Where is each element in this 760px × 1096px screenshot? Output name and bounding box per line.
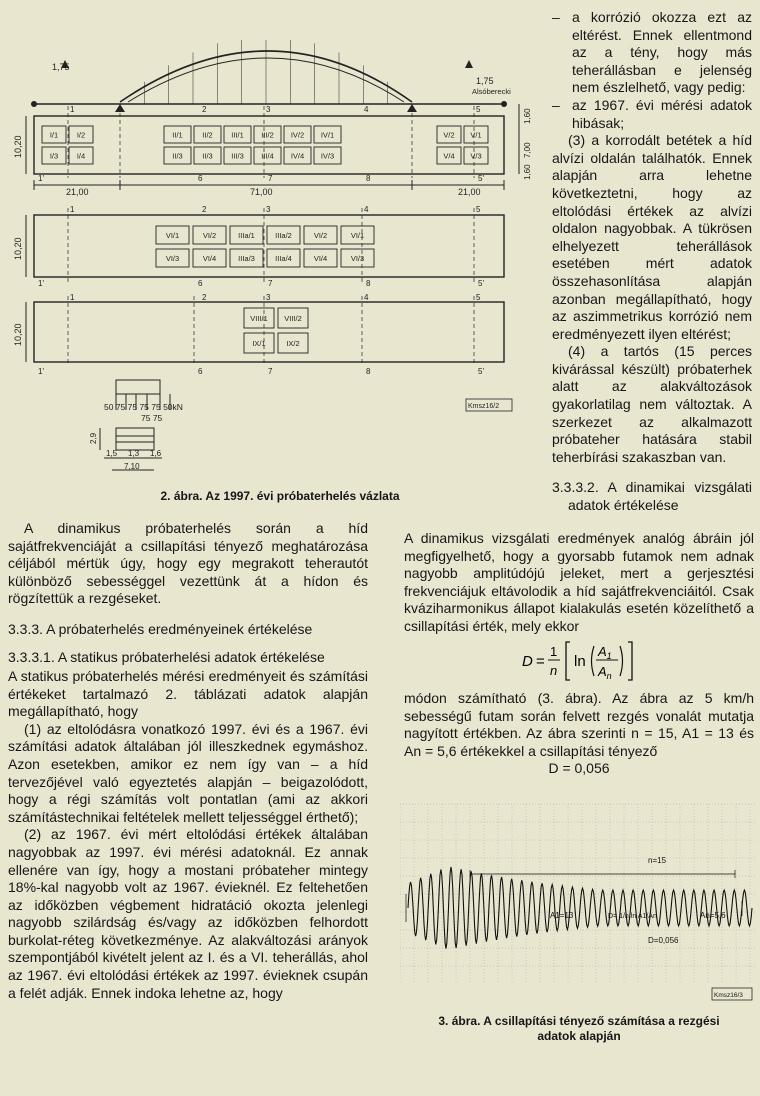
load-case-label: V/2 bbox=[443, 130, 455, 140]
side-label-3: 1,60 bbox=[523, 164, 532, 180]
node-number: 1' bbox=[38, 279, 44, 288]
svg-text:A1: $A_1$ bbox=[598, 644, 612, 661]
load-case-label: II/2 bbox=[202, 130, 213, 140]
right-column-formula-text bbox=[404, 690, 754, 778]
node-number: 5 bbox=[476, 205, 481, 214]
height-label-3: 10,20 bbox=[13, 323, 23, 346]
figure-code: Kmsz16/2 bbox=[468, 403, 500, 410]
load-case-label: IV/1 bbox=[320, 130, 335, 140]
node-number: 5' bbox=[478, 174, 484, 183]
finding-3-paragraph: (3) a korrodált betétek a híd alvízi oldalán találhatók. Ennek alapján arra lehetne következtetni, hogy az eltolódási értékek az alvízi oldalon nagyobbak. A tükrösen elhelyezett teherállások esetében mért adatok összehasonlítása alapján azonban megállapítható, hogy az aszimmetrikus korrózió nem eredményezett ilyen eltérést; bbox=[552, 132, 752, 342]
dash-item-2: – az 1967. évi mérési adatok hibásak; bbox=[552, 96, 752, 131]
bridge-load-diagram bbox=[4, 40, 534, 480]
node-number: 4 bbox=[364, 205, 369, 214]
node-number: 6 bbox=[198, 279, 203, 288]
load-case-label: II/1 bbox=[172, 130, 183, 140]
span-left-label: 21,00 bbox=[66, 187, 89, 197]
load-case-label: I/4 bbox=[76, 151, 86, 161]
node-number: 3 bbox=[266, 205, 271, 214]
load-case-label: IIIa/3 bbox=[238, 254, 255, 263]
load-case-label: I/2 bbox=[76, 130, 86, 140]
label-formula: D= 1/n ln A1/An bbox=[608, 913, 657, 920]
right-place-label: Alsóberecki bbox=[472, 87, 511, 96]
dynamic-paragraph: A dinamikus vizsgálati eredmények analóg ábráin jól megfigyelhető, hogy a gyorsabb futamok nem adnak nagyobb amplitúdójú jeleket, mert a gerjesztési frekvenciájuk eltávolodik a híd sajátfrekvenciáitól. Csak kváziharmonikus állapot kialakulás esetén közelíthető a csillapítási érték, mely ekkor bbox=[404, 530, 754, 634]
node-number: 6 bbox=[198, 367, 203, 376]
static-intro-paragraph: A statikus próbaterhelés mérési eredményeit és számítási értékeket tartalmazó 2. táblázati adatok alapján megállapítható, hogy bbox=[8, 667, 368, 720]
figure-2 bbox=[4, 40, 534, 480]
node-number: 1' bbox=[38, 174, 44, 183]
axle-loads-sub-label: 75 75 bbox=[141, 413, 163, 423]
load-case-label: VI/4 bbox=[313, 254, 328, 263]
right-dim-label: 1,75 bbox=[476, 76, 494, 86]
load-case-label: II/3 bbox=[172, 151, 183, 161]
section-heading-333: 3.3.3. A próbaterhelés eredményeinek értékelése bbox=[8, 620, 313, 637]
node-number: 1 bbox=[70, 293, 75, 302]
figure-3 bbox=[400, 796, 756, 1006]
svg-text:=: = bbox=[536, 653, 545, 670]
node-number: 5' bbox=[478, 279, 484, 288]
svg-text:D: D bbox=[522, 653, 533, 670]
load-case-label: VI/2 bbox=[313, 231, 328, 240]
load-case-label: I/1 bbox=[49, 130, 59, 140]
load-case-label: V/3 bbox=[470, 151, 482, 161]
damping-formula bbox=[520, 638, 660, 684]
figure-2-caption: 2. ábra. Az 1997. évi próbaterhelés vázlata bbox=[160, 489, 400, 503]
load-case-label: II/3 bbox=[202, 151, 213, 161]
side-label-2: 7,00 bbox=[523, 142, 532, 158]
span-right-label: 21,00 bbox=[458, 187, 481, 197]
label-an: An=5,6 bbox=[700, 911, 726, 920]
span-mid-label: 71,00 bbox=[250, 187, 273, 197]
load-case-label: VI/4 bbox=[202, 254, 217, 263]
load-case-label: III/2 bbox=[261, 130, 274, 140]
node-number: 3 bbox=[266, 293, 271, 302]
load-case-label: IIIa/4 bbox=[275, 254, 292, 263]
load-case-label: I/3 bbox=[49, 151, 59, 161]
load-case-label: IV/4 bbox=[290, 151, 305, 161]
truck-w2-label: 1,3 bbox=[128, 449, 140, 458]
load-case-label: IX/1 bbox=[252, 339, 266, 348]
load-case-label: IIIa/1 bbox=[238, 231, 255, 240]
finding-2-paragraph: (2) az 1967. évi mért eltolódási értékek általában nagyobbak az 1997. évi mérési adatoknál. Ez annak ellenére van így, hogy a mostani próbateher mintegy 18%-kal nagyobb volt az 1967. évieknél. Ez feltehetően az időközben végbement hidratáció okozta jelenlegi nagyobb szilárdság és/vagy az időközben felhordott burkolat-réteg következménye. Az alakváltozási arányok szempontjából kivételt jelent az I. és a VI. teherállás, ahol az 1967. évi eltolódási értékek az 1997. évieknek csupán a felét adják. Ennek indoka lehetne az, hogy bbox=[8, 826, 368, 1001]
section-heading-3332: 3.3.3.2. A dinamikai vizsgálati adatok értékelése bbox=[552, 479, 752, 514]
load-case-label: IV/2 bbox=[290, 130, 305, 140]
load-case-label: VIII/2 bbox=[284, 314, 302, 323]
truck-w1-label: 1,5 bbox=[106, 449, 118, 458]
node-number: 3 bbox=[266, 105, 271, 114]
load-case-label: III/4 bbox=[261, 151, 274, 161]
node-number: 8 bbox=[366, 279, 371, 288]
node-number: 4 bbox=[364, 293, 369, 302]
load-case-label: VIII/1 bbox=[250, 314, 268, 323]
node-number: 4 bbox=[364, 105, 369, 114]
label-d: D=0,056 bbox=[648, 936, 679, 945]
svg-text:1: 1 bbox=[550, 644, 558, 659]
node-number: 6 bbox=[198, 174, 203, 183]
figure-3-caption-line-2: adatok alapján bbox=[537, 1029, 621, 1043]
damping-result: D = 0,056 bbox=[548, 760, 610, 777]
svg-text:An: $A_n$ bbox=[598, 664, 612, 681]
node-number: 5 bbox=[476, 105, 481, 114]
dash-item-1: – a korrózió okozza ezt az eltérést. Ennek ellentmond az a tény, hogy más teherállásban e jelenség nem észlelhető, vagy pedig: bbox=[552, 9, 752, 96]
vibration-trace-chart bbox=[400, 796, 756, 1006]
load-case-label: VI/2 bbox=[202, 231, 217, 240]
section-heading-3331: 3.3.3.1. A statikus próbaterhelési adatok értékelése bbox=[8, 648, 325, 665]
axle-loads-label: 50 75 75 75 75 50kN bbox=[104, 402, 183, 412]
svg-text:ln: ln bbox=[574, 653, 586, 670]
intro-paragraph: A dinamikus próbaterhelés során a híd sajátfrekvenciáját a csillapítási tényező meghatározása céljából mértük úgy, hogy egy megrakott teherautót különböző sebességgel vezettünk át a hídon és rögzítettük a rezgéseket. bbox=[8, 520, 368, 607]
figure-3-code: Kmsz16/3 bbox=[714, 992, 743, 999]
node-number: 2 bbox=[202, 293, 207, 302]
figure-3-caption-line-1: 3. ábra. A csillapítási tényező számítása a rezgési bbox=[438, 1014, 720, 1028]
left-dim-label: 1,75 bbox=[52, 62, 70, 72]
finding-1-paragraph: (1) az eltolódásra vonatkozó 1997. évi és a 1967. évi számítási adatok általában jól illeszkednek egymáshoz. Azon esetekben, amikor ez nem így van – a híd tervezőjével való egyeztetés alapján – beigazolódott, hogy a régi számítás volt pontatlan (ami az akkori számítástechnikai feltételek mellett teljességgel érthető); bbox=[8, 720, 368, 825]
load-case-label: VI/1 bbox=[165, 231, 180, 240]
truck-height-label: 2,9 bbox=[89, 432, 98, 444]
load-case-label: V/4 bbox=[443, 151, 455, 161]
side-label-1: 1,60 bbox=[523, 108, 532, 124]
left-column bbox=[8, 520, 368, 1002]
load-case-label: III/3 bbox=[231, 151, 244, 161]
load-case-label: IX/2 bbox=[286, 339, 300, 348]
label-n: n=15 bbox=[648, 856, 667, 865]
load-case-label: IIIa/2 bbox=[275, 231, 292, 240]
load-case-label: III/1 bbox=[231, 130, 244, 140]
node-number: 7 bbox=[268, 174, 273, 183]
load-case-label: V/1 bbox=[470, 130, 482, 140]
formula-explanation-paragraph: módon számítható (3. ábra). Az ábra az 5 km/h sebességű futam során felvett rezgés vonalát mutatja nagyított értékben. Az ábra szerinti n = 15, A1 = 13 és An = 5,6 értékekkel a csillapítási tényező bbox=[404, 690, 754, 759]
node-number: 2 bbox=[202, 205, 207, 214]
node-number: 2 bbox=[202, 105, 207, 114]
load-case-label: IV/3 bbox=[320, 151, 335, 161]
node-number: 8 bbox=[366, 367, 371, 376]
truck-w3-label: 1,6 bbox=[150, 449, 162, 458]
right-column-bottom bbox=[404, 530, 754, 636]
dash-item-2-text: az 1967. évi mérési adatok hibásak; bbox=[572, 96, 752, 131]
node-number: 1 bbox=[70, 205, 75, 214]
label-a1: A1=13 bbox=[550, 911, 574, 920]
node-number: 1' bbox=[38, 367, 44, 376]
load-case-label: VI/3 bbox=[165, 254, 180, 263]
finding-4-paragraph: (4) a tartós (15 perces kivárással készült) próbaterhek alatt az alakváltozások gyakorlatilag nem változtak. A szerkezet az alkalmazott próbateher hatására stabil teherbírási szakaszban van. bbox=[552, 343, 752, 465]
figure-3-caption bbox=[404, 1014, 754, 1044]
load-case-label: VI/1 bbox=[350, 231, 365, 240]
svg-text:n: n bbox=[550, 663, 558, 678]
node-number: 7 bbox=[268, 367, 273, 376]
height-label-1: 10,20 bbox=[13, 135, 23, 158]
truck-total-label: 7,10 bbox=[124, 462, 140, 471]
node-number: 5' bbox=[478, 367, 484, 376]
height-label-2: 10,20 bbox=[13, 237, 23, 260]
right-column-top bbox=[552, 9, 752, 514]
node-number: 1 bbox=[70, 105, 75, 114]
node-number: 7 bbox=[268, 279, 273, 288]
load-case-label: VI/3 bbox=[350, 254, 365, 263]
dash-item-1-text: a korrózió okozza ezt az eltérést. Ennek ellentmond az a tény, hogy más teherállásban e jelenség nem észlelhető, vagy pedig: bbox=[572, 9, 752, 96]
node-number: 5 bbox=[476, 293, 481, 302]
node-number: 8 bbox=[366, 174, 371, 183]
